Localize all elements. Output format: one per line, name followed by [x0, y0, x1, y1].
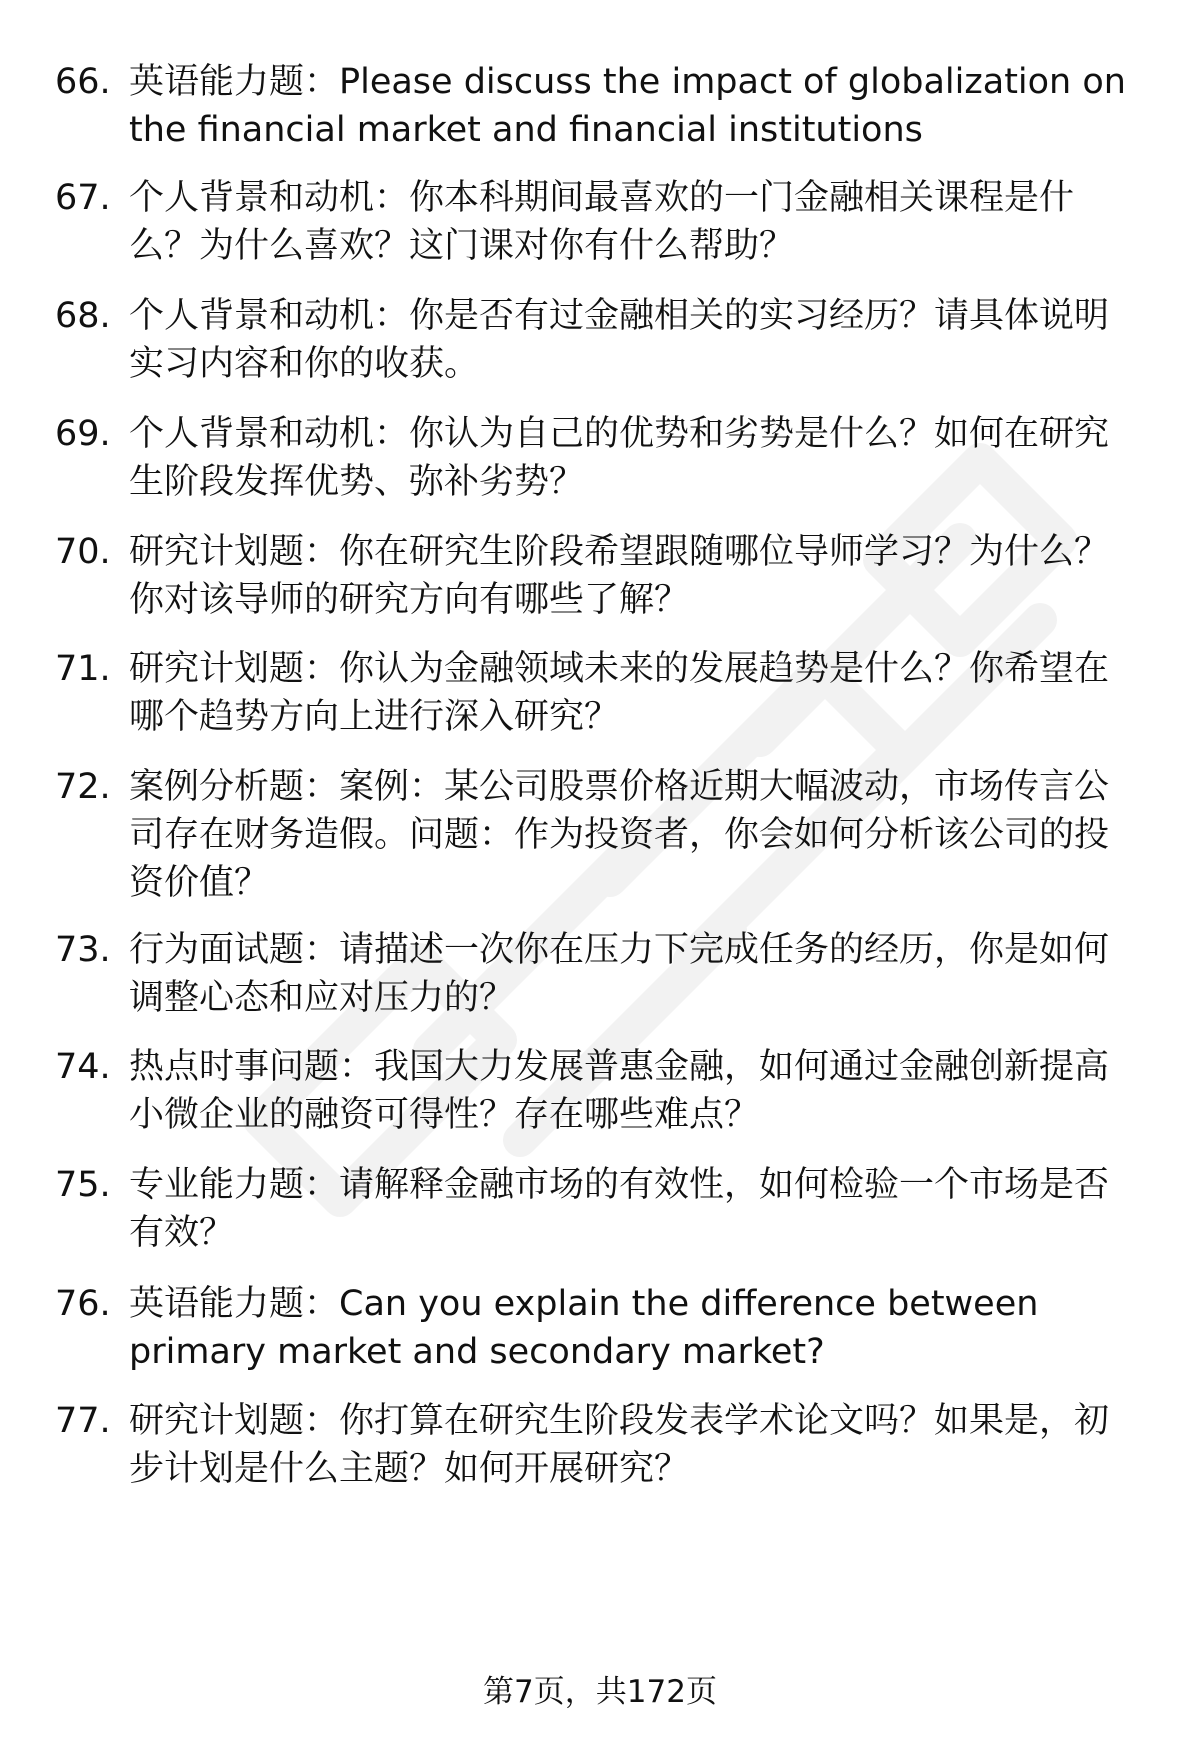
question-number: 73. [55, 930, 111, 970]
question-item [55, 1397, 1140, 1493]
question-item [55, 292, 1140, 388]
question-item [55, 763, 1140, 907]
question-text: 专业能力题：请解释金融市场的有效性，如何检验一个市场是否有效？ [129, 1165, 1110, 1253]
question-text: 研究计划题：你认为金融领域未来的发展趋势是什么？你希望在哪个趋势方向上进行深入研究？ [129, 649, 1110, 737]
question-number: 66. [55, 62, 111, 102]
question-number: 69. [55, 414, 111, 454]
question-number: 72. [55, 767, 111, 807]
question-text: 研究计划题：你打算在研究生阶段发表学术论文吗？如果是，初步计划是什么主题？如何开展研究？ [129, 1401, 1110, 1489]
question-number: 68. [55, 296, 111, 336]
question-number: 77. [55, 1401, 111, 1441]
question-number: 67. [55, 178, 111, 218]
question-text: 行为面试题：请描述一次你在压力下完成任务的经历，你是如何调整心态和应对压力的？ [129, 930, 1110, 1018]
question-item [55, 528, 1140, 624]
question-text: 个人背景和动机：你认为自己的优势和劣势是什么？如何在研究生阶段发挥优势、弥补劣势？ [129, 414, 1110, 502]
question-number: 71. [55, 649, 111, 689]
question-number: 70. [55, 532, 111, 572]
question-text: 英语能力题：Please discuss the impact of globalization on the financial market and financial institutions [129, 62, 1126, 150]
question-item [55, 1280, 1140, 1376]
question-number: 75. [55, 1165, 111, 1205]
question-number: 76. [55, 1284, 111, 1324]
question-text: 热点时事问题：我国大力发展普惠金融，如何通过金融创新提高小微企业的融资可得性？存在哪些难点？ [129, 1047, 1110, 1135]
question-text: 英语能力题：Can you explain the difference between primary market and secondary market? [129, 1284, 1039, 1372]
question-item [55, 410, 1140, 506]
page-footer: 第7页，共172页 [483, 1674, 717, 1710]
question-number: 74. [55, 1047, 111, 1087]
question-text: 案例分析题：案例：某公司股票价格近期大幅波动，市场传言公司存在财务造假。问题：作为投资者，你会如何分析该公司的投资价值？ [129, 767, 1110, 903]
question-item [55, 174, 1140, 270]
question-item [55, 1043, 1140, 1139]
question-item [55, 1161, 1140, 1257]
question-item [55, 645, 1140, 741]
question-text: 研究计划题：你在研究生阶段希望跟随哪位导师学习？为什么？你对该导师的研究方向有哪些了解？ [129, 532, 1110, 620]
question-item [55, 926, 1140, 1022]
question-text: 个人背景和动机：你是否有过金融相关的实习经历？请具体说明实习内容和你的收获。 [129, 296, 1110, 384]
question-text: 个人背景和动机：你本科期间最喜欢的一门金融相关课程是什么？为什么喜欢？这门课对你有什么帮助？ [129, 178, 1075, 266]
question-item [55, 58, 1140, 154]
